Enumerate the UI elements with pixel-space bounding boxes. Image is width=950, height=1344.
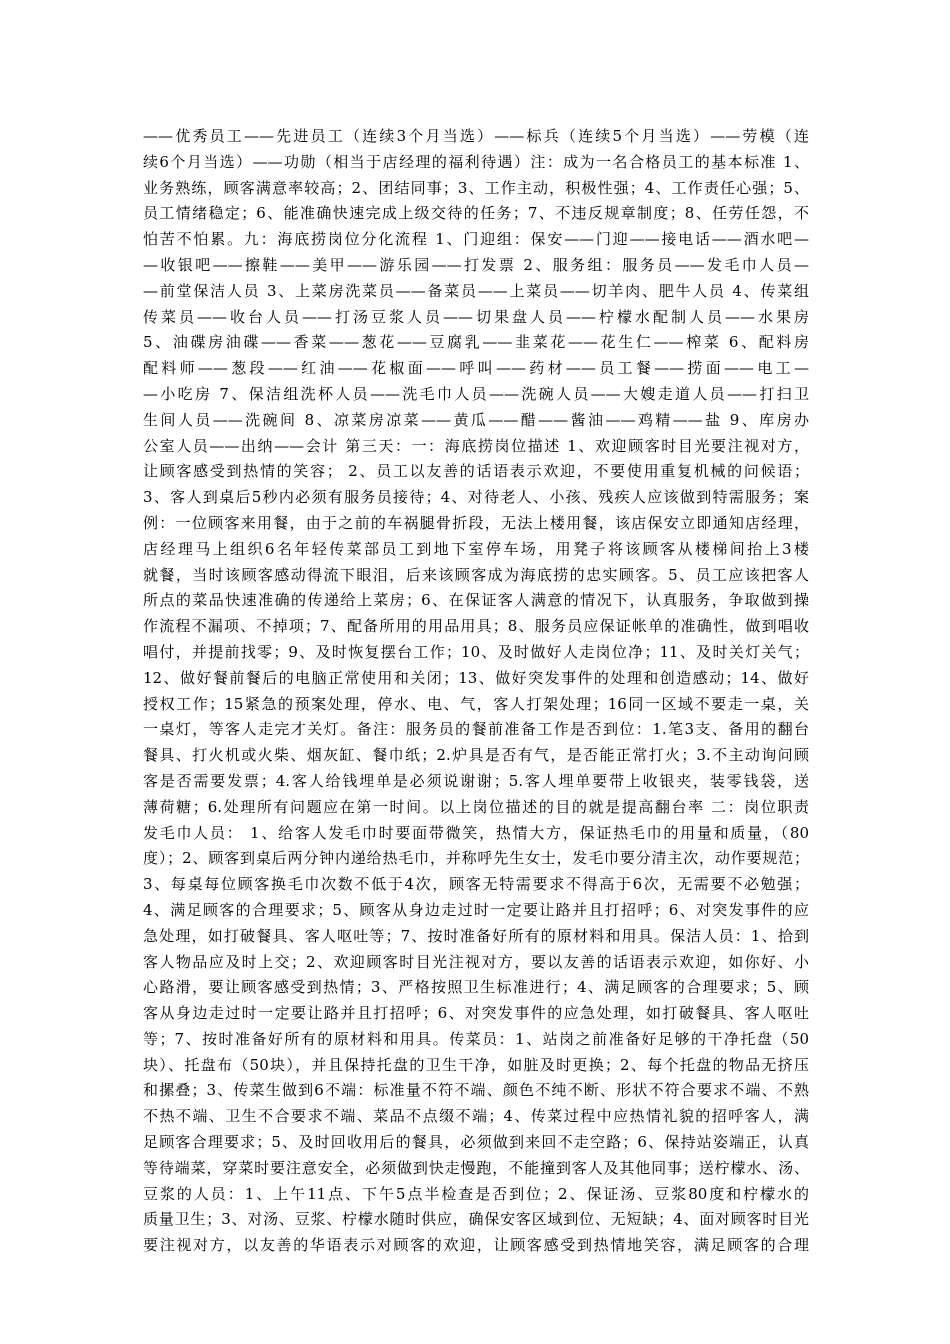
text-line: 块）、托盘布（50块），并且保持托盘的卫生干净，如脏及时更换；2、每个托盘的物品无挤压 xyxy=(143,1055,809,1074)
text-line: 3、客人到桌后5秒内必须有服务员接待；4、对待老人、小孩、残疾人应该做到特需服务；案 xyxy=(143,488,809,507)
text-line: 等待端菜，穿菜时要注意安全，必须做到快走慢跑，不能撞到客人及其他同事；送柠檬水、汤、 xyxy=(143,1158,809,1177)
text-line: 例：一位顾客来用餐，由于之前的车祸腿骨折段，无法上楼用餐，该店保安立即通知店经理， xyxy=(143,513,809,532)
text-line: ——优秀员工——先进员工（连续3个月当选）——标兵（连续5个月当选）——劳模（连 xyxy=(143,127,809,145)
text-line: 等；7、按时准备好所有的原材料和用具。传菜员：1、站岗之前准备好足够的干净托盘（50 xyxy=(143,1029,809,1048)
text-line: —前堂保洁人员 3、上菜房洗菜员——备菜员——上菜员——切羊肉、肥牛人员 4、传菜组 xyxy=(143,281,809,300)
text-line: 要注视对方，以友善的华语表示对顾客的欢迎，让顾客感受到热情地笑容，满足顾客的合理 xyxy=(143,1236,809,1255)
text-line: 3、每桌每位顾客换毛巾次数不低于4次，顾客无特需要求不得高于6次，无需要不必勉强； xyxy=(143,875,809,894)
document-body xyxy=(143,124,809,1259)
text-line: 豆浆的人员：1、上午11点、下午5点半检查是否到位；2、保证汤、豆浆80度和柠檬水的 xyxy=(143,1184,809,1203)
text-line: 公室人员——出纳——会计 第三天：一：海底捞岗位描述 1、欢迎顾客时目光要注视对方， xyxy=(143,436,809,455)
text-line: 怕苦不怕累。九：海底捞岗位分化流程 1、门迎组：保安——门迎——接电话——酒水吧— xyxy=(143,230,809,249)
text-line: 5、油碟房油碟——香菜——葱花——豆腐乳——韭菜花——花生仁——榨菜 6、配料房 xyxy=(143,333,809,352)
text-line: 12、做好餐前餐后的电脑正常使用和关闭；13、做好突发事件的处理和创造感动；14、做好 xyxy=(143,668,809,687)
text-line: 让顾客感受到热情的笑容； 2、员工以友善的话语表示欢迎，不要使用重复机械的问候语； xyxy=(143,462,809,481)
text-line: —收银吧——擦鞋——美甲——游乐园——打发票 2、服务组：服务员——发毛巾人员— xyxy=(143,255,809,274)
text-line: 就餐，当时该顾客感动得流下眼泪，后来该顾客成为海底捞的忠实顾客。5、员工应该把客人 xyxy=(143,565,809,584)
text-line: 一桌灯，等客人走完才关灯。备注：服务员的餐前准备工作是否到位：1.笔3支、备用的翻台 xyxy=(143,720,809,739)
text-line: 急处理，如打破餐具、客人呕吐等；7、按时准备好所有的原材料和用具。保洁人员：1、拾到 xyxy=(143,926,809,945)
text-line: 续6个月当选）——功勋（相当于店经理的福利待遇）注：成为一名合格员工的基本标准 1、 xyxy=(143,152,809,171)
text-line: 作流程不漏项、不掉项；7、配备所用的用品用具；8、服务员应保证帐单的准确性，做到唱收 xyxy=(143,617,809,636)
text-line: 发毛巾人员： 1、给客人发毛巾时要面带微笑，热情大方，保证热毛巾的用量和质量，（80 xyxy=(143,823,809,842)
text-line: —小吃房 7、保洁组洗杯人员——洗毛巾人员——洗碗人员——大嫂走道人员——打扫卫 xyxy=(143,384,809,403)
text-line: 配料师——葱段——红油——花椒面——呼叫——药材——员工餐——捞面——电工— xyxy=(143,359,809,378)
text-line: 传菜员——收台人员——打汤豆浆人员——切果盘人员——柠檬水配制人员——水果房 xyxy=(143,307,809,326)
text-line: 客从身边走过时一定要让路并且打招呼；6、对突发事件的应急处理，如打破餐具、客人呕吐 xyxy=(143,1004,809,1023)
text-line: 业务熟练，顾客满意率较高；2、团结同事；3、工作主动，积极性强；4、工作责任心强；5、 xyxy=(143,178,809,197)
text-line: 客是否需要发票；4.客人给钱埋单是必须说谢谢；5.客人埋单要带上收银夹，装零钱袋，送 xyxy=(143,771,809,790)
text-line: 客人物品应及时上交；2、欢迎顾客时目光注视对方，要以友善的话语表示欢迎，如你好、小 xyxy=(143,952,809,971)
text-line: 生间人员——洗碗间 8、凉菜房凉菜——黄瓜——醋——酱油——鸡精——盐 9、库房办 xyxy=(143,410,809,429)
text-line: 和摞叠；3、传菜生做到6不端：标准量不符不端、颜色不纯不断、形状不符合要求不端、不熟 xyxy=(143,1081,809,1100)
text-line: 餐具、打火机或火柴、烟灰缸、餐巾纸；2.炉具是否有气，是否能正常打火；3.不主动询问顾 xyxy=(143,746,809,765)
text-line: 薄荷糖；6.处理所有问题应在第一时间。以上岗位描述的目的就是提高翻台率 二：岗位职责 xyxy=(143,797,809,816)
text-line: 4、满足顾客的合理要求；5、顾客从身边走过时一定要让路并且打招呼；6、对突发事件的应 xyxy=(143,900,809,919)
text-line: 唱付，并提前找零；9、及时恢复摆台工作；10、及时做好人走岗位净；11、及时关灯关气； xyxy=(143,642,809,661)
text-line: 不热不端、卫生不合要求不端、菜品不点缀不端；4、传菜过程中应热情礼貌的招呼客人，满 xyxy=(143,1107,809,1126)
text-line: 授权工作；15紧急的预案处理，停水、电、气，客人打架处理；16同一区域不要走一桌，关 xyxy=(143,694,809,713)
text-line: 足顾客合理要求；5、及时回收用后的餐具，必须做到来回不走空路；6、保持站姿端正，认真 xyxy=(143,1133,809,1152)
text-line: 店经理马上组织6名年轻传菜部员工到地下室停车场，用凳子将该顾客从楼梯间抬上3楼 xyxy=(143,539,809,558)
text-line: 心路滑，要让顾客感受到热情；3、严格按照卫生标准进行；4、满足顾客的合理要求；5、顾 xyxy=(143,978,809,997)
text-line: 度）；2、顾客到桌后两分钟内递给热毛巾，并称呼先生女士，发毛巾要分清主次，动作要规范； xyxy=(143,849,809,868)
text-line: 所点的菜品快速准确的传递给上菜房；6、在保证客人满意的情况下，认真服务，争取做到操 xyxy=(143,591,809,610)
text-line: 员工情绪稳定；6、能准确快速完成上级交待的任务；7、不违反规章制度；8、任劳任怨，不 xyxy=(143,204,809,223)
text-line: 质量卫生；3、对汤、豆浆、柠檬水随时供应，确保安客区域到位、无短缺；4、面对顾客时目光 xyxy=(143,1210,809,1229)
